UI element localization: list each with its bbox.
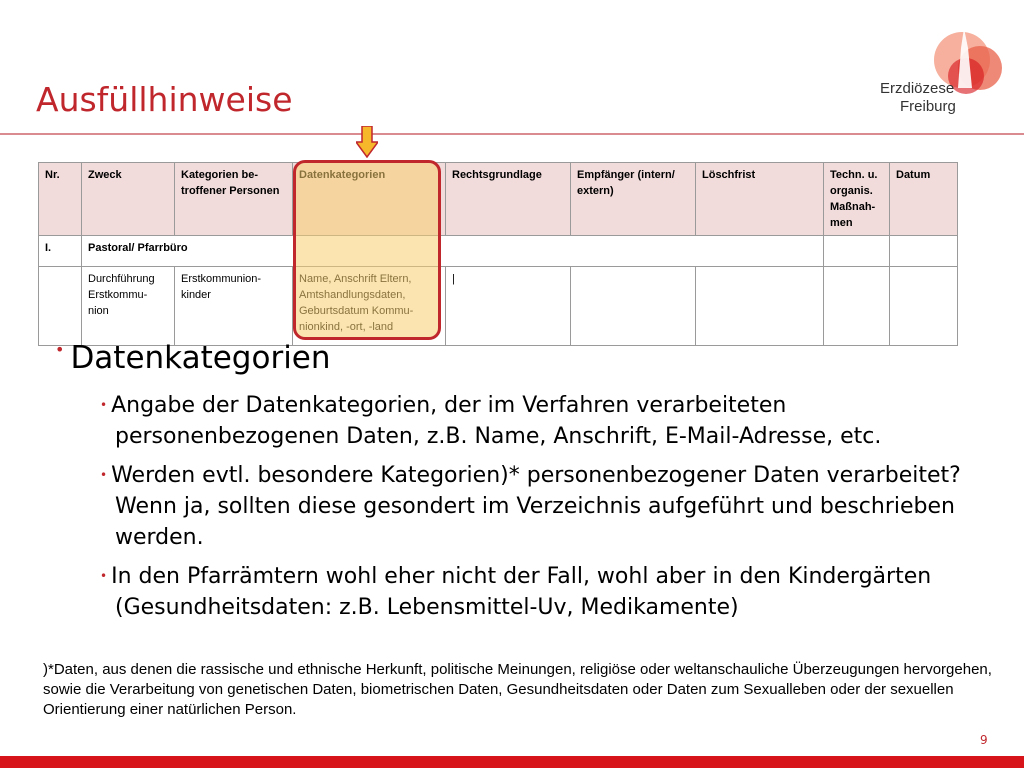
header-cell: Nr. bbox=[39, 163, 82, 236]
table-row bbox=[39, 267, 958, 346]
table-cell bbox=[824, 267, 890, 346]
down-arrow-icon bbox=[356, 126, 378, 158]
bullet-icon: • bbox=[100, 468, 108, 482]
table-cell-personen: Erstkommunion-kinder bbox=[175, 267, 293, 346]
footnote: )*Daten, aus denen die rassische und ethnische Herkunft, politische Meinungen, religiöse oder weltanschauliche Überzeugungen hervorgehen, sowie die Verarbeitung von genetischen Daten, biometrischen Daten, Gesundheitsdaten oder Daten zum Sexualleben oder der sexuellen Orientierung einer natürlichen Person. bbox=[43, 661, 992, 718]
section-label: Pastoral/ Pfarrbüro bbox=[82, 236, 824, 267]
bullet-item bbox=[100, 390, 1005, 452]
table-section-row bbox=[39, 236, 958, 267]
bullet-list bbox=[55, 340, 1005, 631]
bullet-icon: • bbox=[100, 398, 108, 412]
logo-line-1: Erzdiözese bbox=[880, 80, 955, 97]
bullet-icon: • bbox=[55, 340, 65, 359]
table-cell bbox=[824, 236, 890, 267]
logo-line-2: Freiburg bbox=[900, 98, 956, 115]
header-cell: Empfänger (intern/ extern) bbox=[571, 163, 696, 236]
table-cell bbox=[890, 236, 958, 267]
section-nr: I. bbox=[39, 236, 82, 267]
header-cell: Datum bbox=[890, 163, 958, 236]
slide-title: Ausfüllhinweise bbox=[36, 80, 293, 119]
column-highlight bbox=[293, 160, 441, 340]
bullet-item bbox=[100, 460, 1005, 553]
processing-register-table bbox=[38, 162, 958, 346]
bottom-accent-bar bbox=[0, 756, 1024, 768]
header-cell: Rechtsgrundlage bbox=[446, 163, 571, 236]
bullet-item-text: Angabe der Datenkategorien, der im Verfahren verarbeiteten personenbezogenen Daten, z.B. Name, Anschrift, E-Mail-Adresse, etc. bbox=[111, 393, 882, 449]
header-cell: Techn. u. organis. Maßnah-men bbox=[824, 163, 890, 236]
table-cell bbox=[890, 267, 958, 346]
table-cell bbox=[571, 267, 696, 346]
page-number: 9 bbox=[980, 733, 988, 747]
table-cell bbox=[39, 267, 82, 346]
bullet-item bbox=[100, 561, 1005, 623]
table-cell-zweck: Durchführung Erstkommu-nion bbox=[82, 267, 175, 346]
logo-text bbox=[880, 80, 956, 116]
bullet-heading bbox=[55, 340, 1005, 376]
bullet-item-text: Werden evtl. besondere Kategorien)* personenbezogener Daten verarbeitet? Wenn ja, sollten diese gesondert im Verzeichnis aufgeführt und beschrieben werden. bbox=[111, 463, 961, 550]
header-cell: Löschfrist bbox=[696, 163, 824, 236]
bullet-item-text: In den Pfarrämtern wohl eher nicht der Fall, wohl aber in den Kindergärten (Gesundheitsdaten: z.B. Lebensmittel-Uv, Medikamente) bbox=[111, 564, 932, 620]
bullet-icon: • bbox=[100, 569, 108, 583]
table-cell bbox=[696, 267, 824, 346]
bullet-heading-text: Datenkategorien bbox=[70, 340, 331, 376]
table-cell: | bbox=[446, 267, 571, 346]
table-header-row bbox=[39, 163, 958, 236]
title-divider bbox=[0, 133, 1024, 135]
header-cell: Zweck bbox=[82, 163, 175, 236]
header-cell: Kategorien be-troffener Personen bbox=[175, 163, 293, 236]
